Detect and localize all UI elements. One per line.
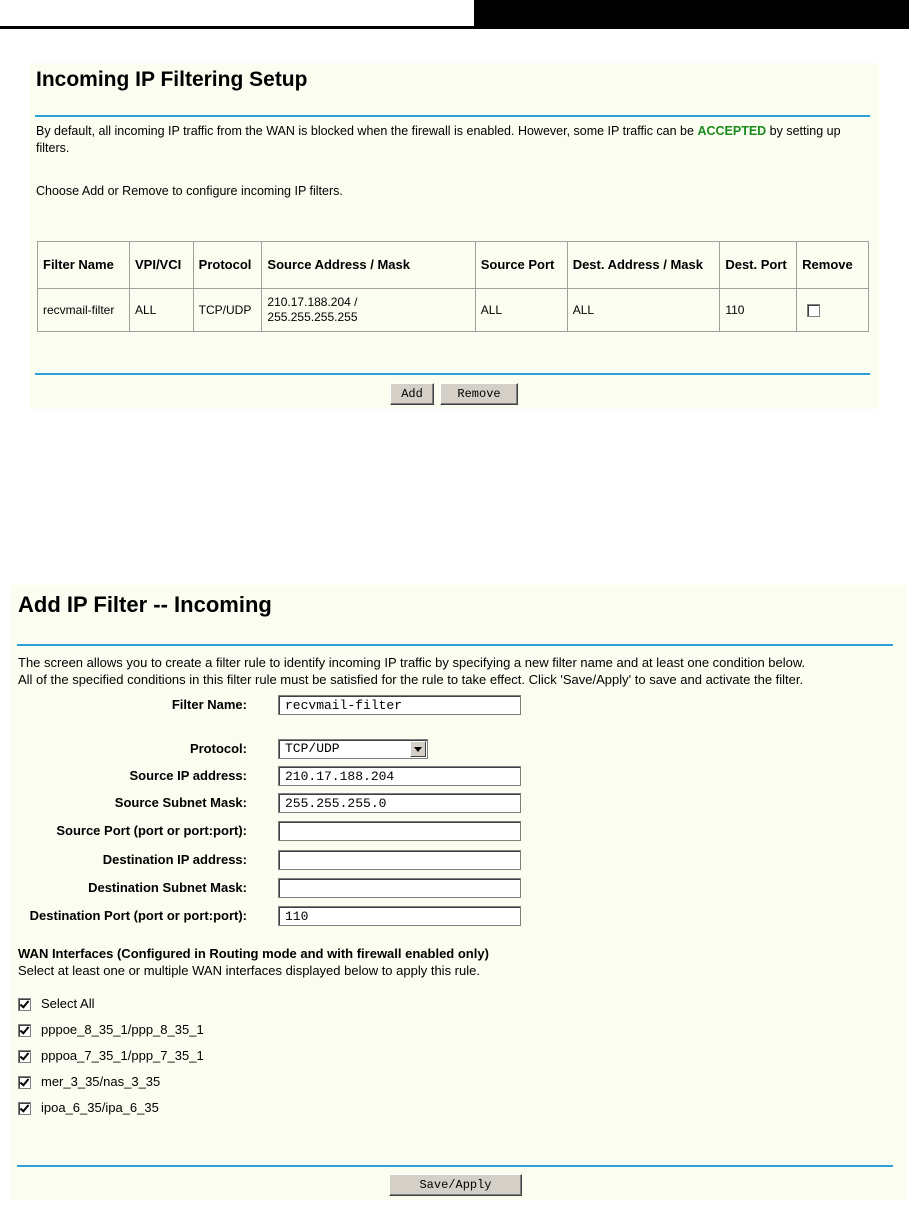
wan-checkbox[interactable] <box>18 1050 31 1063</box>
wan-checkbox[interactable] <box>18 1076 31 1089</box>
filter-name-input[interactable]: recvmail-filter <box>278 695 521 715</box>
wan-item[interactable] <box>18 1048 204 1064</box>
wan-item-label: pppoa_7_35_1/ppp_7_35_1 <box>41 1048 204 1063</box>
wan-item-label: mer_3_35/nas_3_35 <box>41 1074 161 1089</box>
incoming-filtering-panel <box>30 63 879 409</box>
dest-port-input[interactable]: 110 <box>278 906 521 926</box>
source-mask-label: Source Subnet Mask: <box>114 795 247 810</box>
dest-port-cell: 110 <box>720 289 797 332</box>
protocol-cell: TCP/UDP <box>193 289 262 332</box>
source-mask: 255.255.255.255 <box>267 310 358 324</box>
wan-item-select-all[interactable] <box>18 996 94 1012</box>
source-port-input[interactable] <box>278 821 521 841</box>
col-header: Remove <box>797 242 869 289</box>
remove-checkbox[interactable] <box>807 304 820 317</box>
wan-item[interactable] <box>18 1074 160 1090</box>
page-title: Incoming IP Filtering Setup <box>36 68 308 91</box>
filter-name-cell: recvmail-filter <box>38 289 130 332</box>
filter-name-label: Filter Name: <box>171 697 247 712</box>
add-button[interactable]: Add <box>390 383 434 405</box>
intro-text <box>36 123 866 157</box>
table-header-row <box>38 242 869 289</box>
save-apply-button[interactable]: Save/Apply <box>389 1174 522 1196</box>
wan-interfaces-subtext: Select at least one or multiple WAN interfaces displayed below to apply this rule. <box>18 963 480 978</box>
dest-ip-label: Destination IP address: <box>102 852 247 867</box>
col-header: Dest. Address / Mask <box>567 242 720 289</box>
source-address-cell <box>262 289 475 332</box>
choose-text: Choose Add or Remove to configure incoming IP filters. <box>36 184 343 198</box>
source-ip-label: Source IP address: <box>129 768 247 783</box>
source-ip-input[interactable]: 210.17.188.204 <box>278 766 521 786</box>
wan-item-label: pppoe_8_35_1/ppp_8_35_1 <box>41 1022 204 1037</box>
description-line-2: All of the specified conditions in this filter rule must be satisfied for the rule to take effect. Click 'Save/Apply' to save and activate the filter. <box>18 672 804 687</box>
dest-mask-input[interactable] <box>278 878 521 898</box>
col-header: Source Port <box>475 242 567 289</box>
col-header: Source Address / Mask <box>262 242 475 289</box>
wan-interfaces-heading: WAN Interfaces (Configured in Routing mode and with firewall enabled only) <box>18 946 489 961</box>
dest-ip-input[interactable] <box>278 850 521 870</box>
remove-cell <box>797 289 869 332</box>
dest-address-cell: ALL <box>567 289 720 332</box>
wan-checkbox[interactable] <box>18 1024 31 1037</box>
dest-mask-label: Destination Subnet Mask: <box>88 880 247 895</box>
accepted-keyword: ACCEPTED <box>697 124 767 138</box>
header-rule <box>0 26 909 29</box>
protocol-selected-value: TCP/UDP <box>285 741 340 756</box>
page-title: Add IP Filter -- Incoming <box>18 592 272 617</box>
chevron-down-icon[interactable] <box>410 741 426 757</box>
protocol-label: Protocol: <box>189 741 247 756</box>
intro-text-part2: by setting up filters. <box>36 124 841 155</box>
filters-table <box>37 241 869 332</box>
bottom-divider <box>35 373 870 375</box>
vpi-vci-cell: ALL <box>129 289 193 332</box>
source-mask-input[interactable]: 255.255.255.0 <box>278 793 521 813</box>
intro-text-part1: By default, all incoming IP traffic from the WAN is blocked when the firewall is enabled. However, some IP traffic can be <box>36 124 698 138</box>
col-header: Filter Name <box>38 242 130 289</box>
wan-item-label: Select All <box>41 996 95 1011</box>
protocol-select[interactable] <box>278 739 428 759</box>
wan-item[interactable] <box>18 1100 159 1116</box>
header-black-block <box>474 0 909 26</box>
col-header: VPI/VCI <box>129 242 193 289</box>
source-address: 210.17.188.204 / <box>267 295 358 309</box>
bottom-divider <box>17 1165 893 1167</box>
source-port-label: Source Port (port or port:port): <box>56 823 247 838</box>
add-filter-panel <box>11 585 907 1200</box>
wan-item-label: ipoa_6_35/ipa_6_35 <box>41 1100 159 1115</box>
col-header: Protocol <box>193 242 262 289</box>
remove-button[interactable]: Remove <box>440 383 518 405</box>
table-row <box>38 289 869 332</box>
document-header-bar <box>0 0 909 30</box>
source-port-cell: ALL <box>475 289 567 332</box>
wan-checkbox[interactable] <box>18 1102 31 1115</box>
dest-port-label: Destination Port (port or port:port): <box>29 908 247 923</box>
wan-item[interactable] <box>18 1022 204 1038</box>
title-divider <box>17 644 893 646</box>
select-all-checkbox[interactable] <box>18 998 31 1011</box>
title-divider <box>35 115 870 117</box>
col-header: Dest. Port <box>720 242 797 289</box>
description-line-1: The screen allows you to create a filter rule to identify incoming IP traffic by specifying a new filter name and at least one condition below. <box>18 655 806 670</box>
